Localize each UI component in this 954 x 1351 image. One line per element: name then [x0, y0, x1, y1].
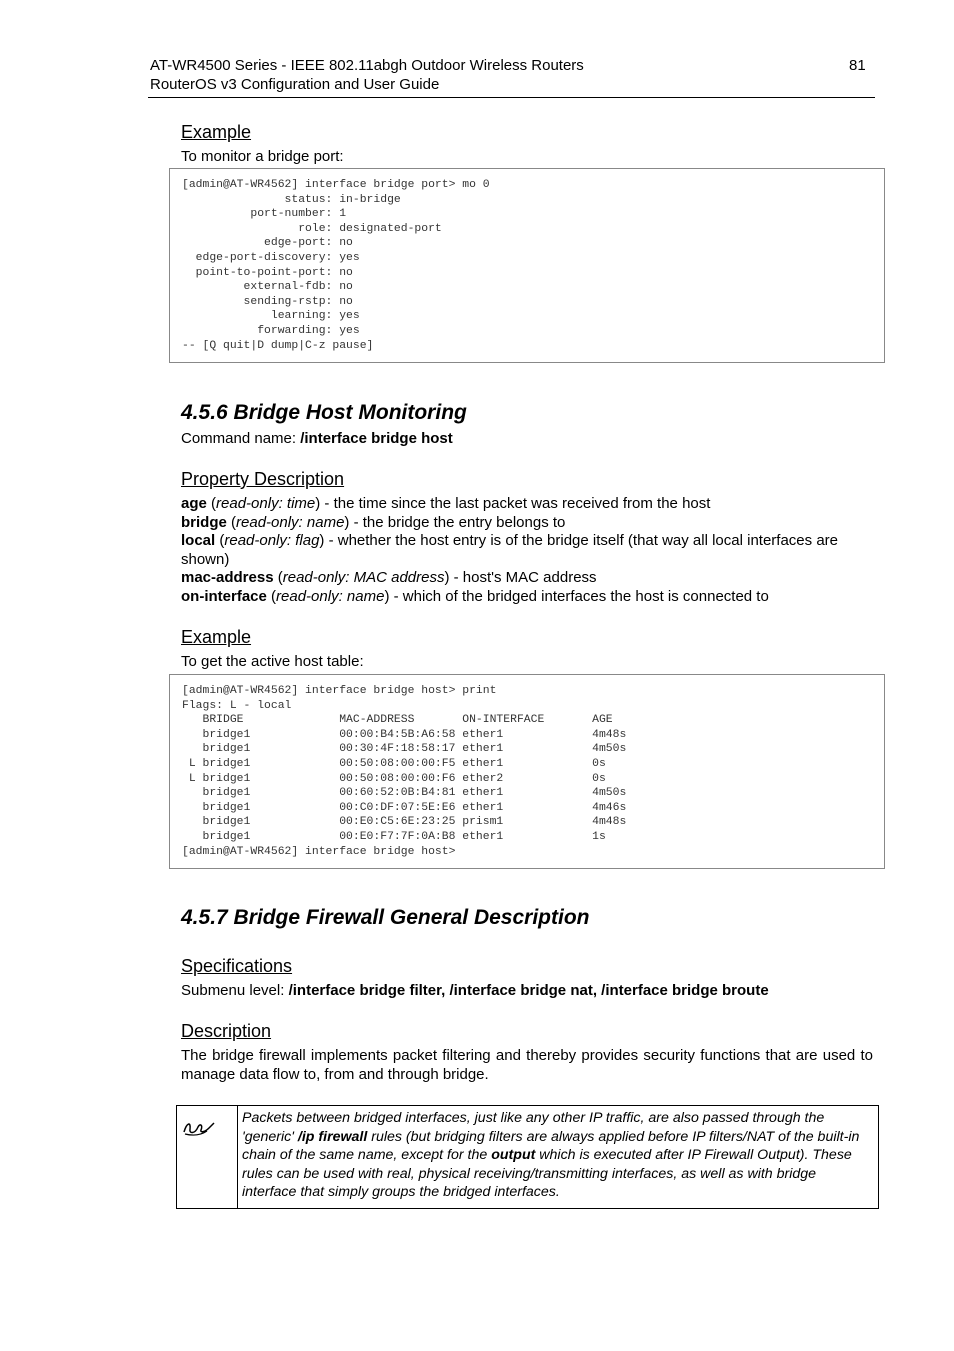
code-text: [admin@AT-WR4562] interface bridge host> print Flags: L - local BRIDGE MAC-ADDRESS ON-INTERFACE AGE bridge1 00:00:B4:5B:A6:58 ether1 4m48s bridge1 00:30:4F:18:58:17 ether1 4m50s L bridge1 00:50:08:00:00:F5 ether1 0s L bridge1 00:50:08:00:00:F6 ether2 0s bridge1 00:60:52:0B:B4:81 ether1 4m50s bridge1 00:C0:DF:07:5E:E6 ether1 4m46s bridge1 00:E0:C5:6E:23:25 prism1 4m48s bridge1 00:E0:F7:7F:0A:B8 ether1 1s [admin@AT-WR4562] interface bridge host> [182, 685, 627, 858]
note-text-part: which is executed after IP Firewall Output). These rules can be used with real, physical receiving/transmitting interfaces, as well as with bridge interface that simply groups the bridged interfaces. [242, 1147, 852, 1200]
submenu-level [181, 982, 769, 1001]
property-type: read-only: time [216, 495, 316, 512]
property-desc: ) - the time since the last packet was received from the host [315, 495, 711, 512]
command-name [181, 430, 453, 449]
example-intro: To get the active host table: [181, 653, 364, 670]
property-name: mac-address [181, 569, 274, 586]
command-label: Command name: [181, 430, 301, 447]
description-text: The bridge firewall implements packet filtering and thereby provides security functions that are used to manage data flow to, from and through bridge. [181, 1047, 873, 1083]
code-text: [admin@AT-WR4562] interface bridge port> mo 0 status: in-bridge port-number: 1 role: designated-port edge-port: no edge-port-discovery: yes point-to-point-port: no external-fdb: no sending-rstp: no learning: yes forwarding: yes -- [Q quit|D dump|C-z pause] [182, 179, 490, 352]
code-block-port-monitor [169, 168, 885, 363]
property-description-heading: Property Description [181, 469, 345, 489]
example-intro: To monitor a bridge port: [181, 148, 344, 165]
note-hand-icon [181, 1116, 217, 1138]
property-item: bridge (read-only: name) - the bridge the entry belongs to [181, 513, 566, 531]
note-text-part: rules (but bridging filters are always applied before IP filters/NAT of the built-in chain of the same name, except for the [242, 1128, 860, 1163]
note-box [176, 1105, 879, 1209]
property-name: age [181, 495, 207, 512]
note-text-part: Packets between bridged interfaces, just like any other IP traffic, are also passed through the 'generic' [242, 1110, 825, 1145]
property-desc: ) - which of the bridged interfaces the host is connected to [384, 587, 769, 605]
property-type: read-only: flag [224, 532, 320, 549]
property-item: age (read-only: time) - the time since the last packet was received from the host [181, 495, 711, 512]
specifications-heading: Specifications [181, 956, 293, 976]
property-type: read-only: name [236, 513, 345, 531]
submenu-label: Submenu level: [181, 982, 289, 999]
description-heading: Description [181, 1021, 272, 1041]
code-block-host-table [169, 674, 885, 869]
property-desc: ) - the bridge the entry belongs to [344, 513, 566, 531]
property-desc: ) - host's MAC address [444, 569, 597, 586]
property-type: read-only: name [276, 587, 385, 605]
submenu-value: /interface bridge filter, /interface bridge nat, /interface bridge broute [288, 982, 769, 999]
property-item: local (read-only: flag) - whether the host entry is of the bridge itself (that way all local interfaces are shown) [181, 532, 838, 568]
note-bold-output: output [491, 1147, 536, 1163]
running-header-subtitle: RouterOS v3 Configuration and User Guide [150, 76, 440, 93]
example-heading: Example [181, 122, 252, 142]
example-heading: Example [181, 627, 252, 647]
property-name: on-interface [181, 587, 267, 605]
note-text [242, 1109, 874, 1202]
page-number: 81 [849, 57, 866, 74]
property-desc: ) - whether the host entry is of the bridge itself (that way all local interfaces are shown) [181, 532, 838, 568]
property-item: mac-address (read-only: MAC address) - host's MAC address [181, 569, 597, 586]
running-header-title: AT-WR4500 Series - IEEE 802.11abgh Outdoor Wireless Routers [150, 57, 584, 74]
property-name: local [181, 532, 216, 549]
section-title-bridge-host-monitoring: 4.5.6 Bridge Host Monitoring [181, 401, 467, 424]
property-name: bridge [181, 513, 227, 531]
property-list [181, 495, 873, 606]
header-divider [148, 97, 875, 98]
note-divider [237, 1106, 238, 1208]
note-bold-ip-firewall: /ip firewall [297, 1128, 368, 1145]
section-title-bridge-firewall: 4.5.7 Bridge Firewall General Description [181, 906, 590, 929]
command-value: /interface bridge host [300, 430, 453, 447]
property-item: on-interface (read-only: name) - which of the bridged interfaces the host is connected to [181, 587, 769, 605]
property-type: read-only: MAC address [282, 569, 445, 586]
